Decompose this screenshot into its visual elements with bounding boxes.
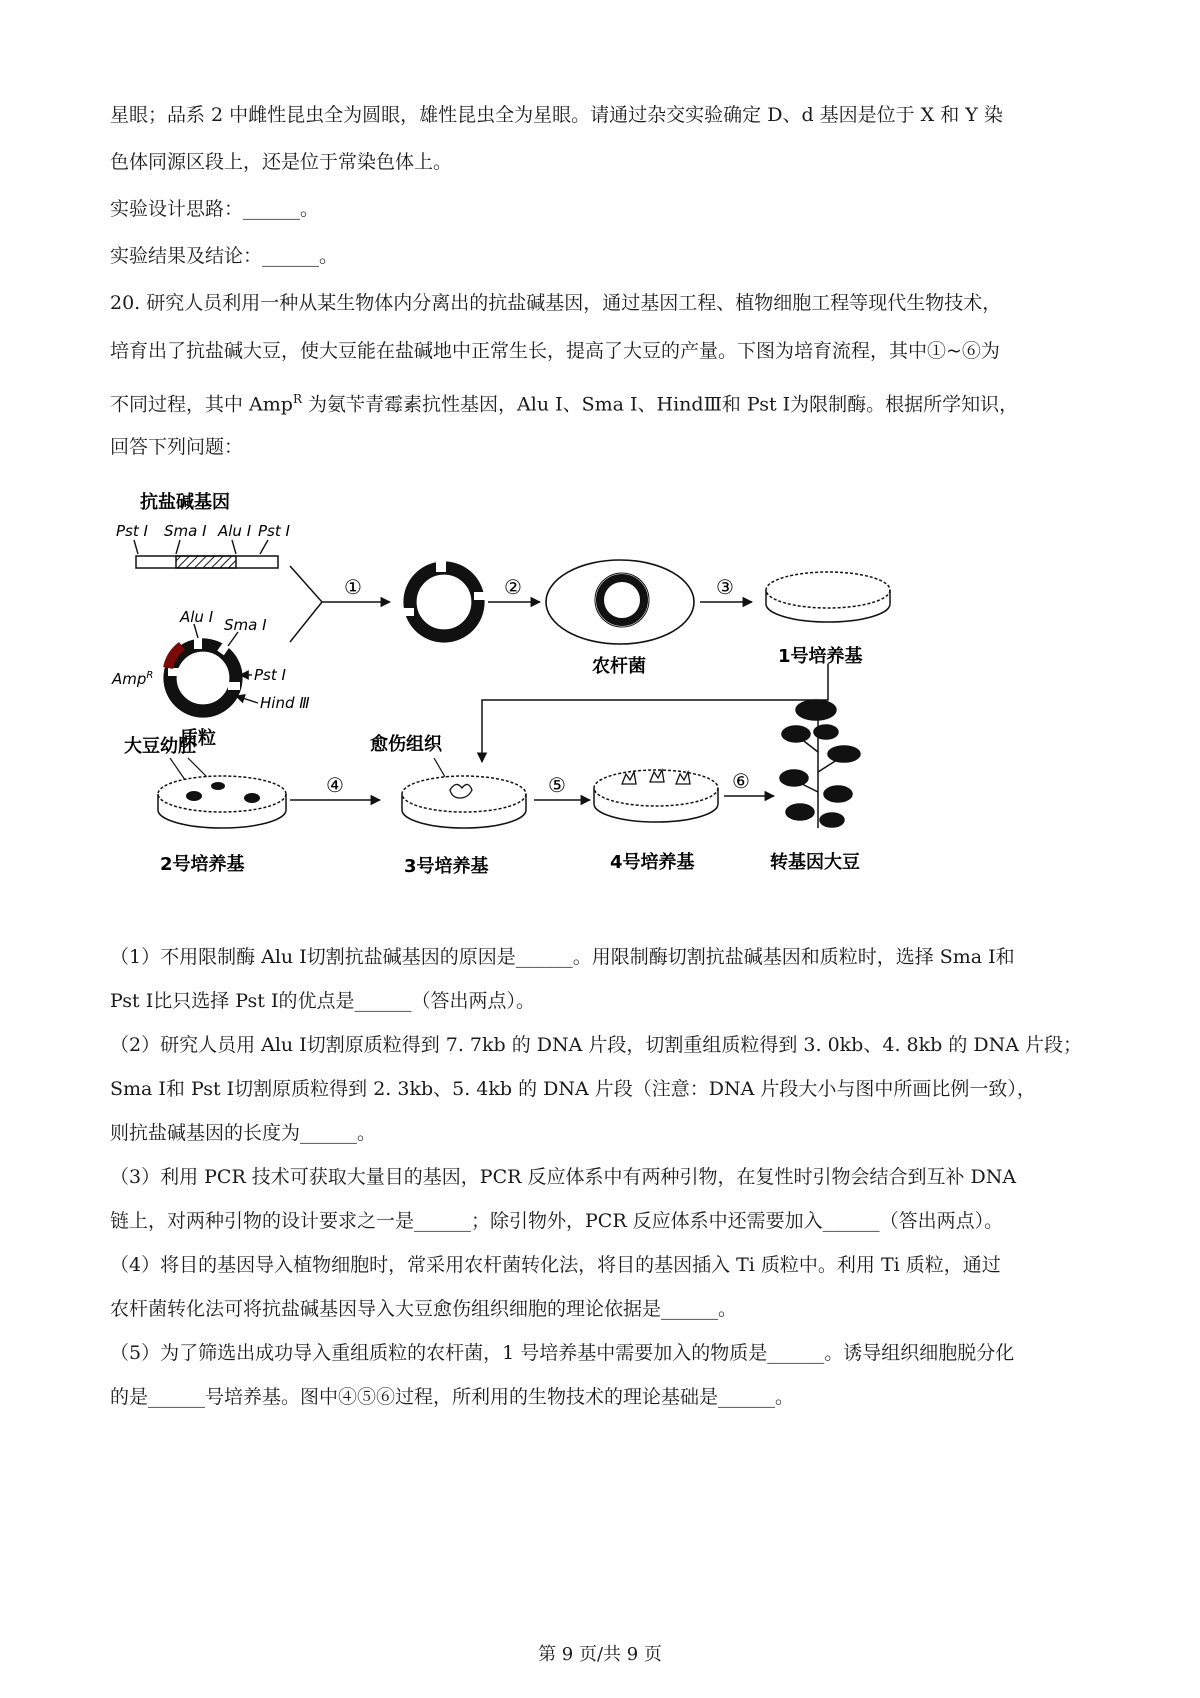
step-label: ④	[326, 773, 344, 797]
text-segment: 为氨苄青霉素抗性基因，Alu Ⅰ、Sma Ⅰ、HindⅢ和 Pst Ⅰ为限制酶。根据所学知识，	[302, 393, 1019, 416]
sub-question-2: 则抗盐碱基因的长度为______。	[110, 1122, 377, 1144]
sub-question-4: （4）将目的基因导入植物细胞时，常采用农杆菌转化法，将目的基因插入 Ti 质粒中。利用 Ti 质粒，通过	[110, 1254, 1001, 1276]
step-label: ③	[716, 575, 734, 599]
text-line: 实验设计思路：______。	[110, 198, 320, 220]
medium-2-dish	[158, 776, 286, 812]
sub-question-4: 农杆菌转化法可将抗盐碱基因导入大豆愈伤组织细胞的理论依据是______。	[110, 1298, 738, 1320]
sub-question-1: Pst Ⅰ比只选择 Pst Ⅰ的优点是______（答出两点）。	[110, 990, 535, 1012]
text-line: 色体同源区段上，还是位于常染色体上。	[110, 151, 453, 173]
connector-arrow	[482, 664, 828, 762]
step-label: ①	[344, 575, 362, 599]
medium-3-label: 3号培养基	[404, 856, 489, 877]
medium-4-label: 4号培养基	[610, 852, 695, 873]
text-line: 实验结果及结论：______。	[110, 245, 339, 267]
gene-title: 抗盐碱基因	[140, 492, 230, 513]
question-20-line: 20. 研究人员利用一种从某生物体内分离出的抗盐碱基因，通过基因工程、植物细胞工程等现代生物技术，	[110, 292, 1002, 314]
step-label: ⑤	[548, 773, 566, 797]
recombinant-plasmid	[410, 568, 478, 636]
question-20-line: 培育出了抗盐碱大豆，使大豆能在盐碱地中正常生长，提高了大豆的产量。下图为培育流程，其中①~⑥为	[110, 340, 1000, 362]
plasmid-hind-label: Hind Ⅲ	[260, 694, 310, 712]
embryo	[211, 782, 225, 790]
agrobacterium-label: 农杆菌	[592, 656, 646, 677]
plasmid-alu-label: Alu Ⅰ	[180, 608, 214, 626]
embryo	[186, 791, 202, 801]
plasmid-sma-label: Sma Ⅰ	[224, 616, 267, 634]
callus-label: 愈伤组织	[370, 734, 442, 755]
gene-segment	[176, 556, 236, 568]
text-line: 星眼；品系 2 中雌性昆虫全为圆眼，雄性昆虫全为星眼。请通过杂交实验确定 D、d 基因是位于 X 和 Y 染	[110, 104, 1003, 126]
superscript: R	[292, 392, 302, 406]
sub-question-5: 的是______号培养基。图中④⑤⑥过程，所利用的生物技术的理论基础是______。	[110, 1386, 795, 1408]
embryo-label: 大豆幼胚	[124, 736, 196, 757]
embryo	[244, 793, 260, 803]
plasmid-label: 质粒	[180, 728, 216, 749]
sub-question-3: 链上，对两种引物的设计要求之一是______；除引物外，PCR 反应体系中还需要加入______（答出两点）。	[110, 1210, 1004, 1232]
medium-2-label: 2号培养基	[160, 854, 245, 875]
plasmid-ring	[170, 645, 236, 711]
sub-question-2: （2）研究人员用 Alu Ⅰ切割原质粒得到 7. 7kb 的 DNA 片段，切割重组质粒得到 3. 0kb、4. 8kb 的 DNA 片段；	[110, 1034, 1082, 1056]
sub-question-1: （1）不用限制酶 Alu Ⅰ切割抗盐碱基因的原因是______。用限制酶切割抗盐碱基因和质粒时，选择 Sma Ⅰ和	[110, 946, 1015, 968]
sma-label: Sma Ⅰ	[164, 522, 207, 540]
merge-bracket	[290, 566, 322, 642]
medium-1-label: 1号培养基	[778, 646, 863, 667]
amp-label: Amp$^R$	[112, 670, 154, 688]
gene-arrows	[134, 540, 268, 554]
soybean-label: 转基因大豆	[770, 852, 860, 873]
pst-label: Pst Ⅰ	[116, 522, 148, 540]
medium-1-dish	[766, 572, 890, 608]
pst-label: Pst Ⅰ	[258, 522, 290, 540]
question-20-line	[110, 384, 1100, 419]
step-label: ②	[504, 575, 522, 599]
question-20-line: 回答下列问题：	[110, 436, 244, 458]
plasmid-pst-label: Pst Ⅰ	[254, 666, 286, 684]
sub-question-2: Sma Ⅰ和 Pst Ⅰ切割原质粒得到 2. 3kb、5. 4kb 的 DNA 片段（注意：DNA 片段大小与图中所画比例一致），	[110, 1078, 1036, 1100]
sub-question-5: （5）为了筛选出成功导入重组质粒的农杆菌，1 号培养基中需要加入的物质是______。诱导组织细胞脱分化	[110, 1342, 1015, 1364]
text-segment: 不同过程，其中 Amp	[110, 393, 293, 416]
sub-question-3: （3）利用 PCR 技术可获取大量目的基因，PCR 反应体系中有两种引物，在复性时引物会结合到互补 DNA	[110, 1166, 1017, 1188]
breeding-flow-diagram	[110, 482, 940, 922]
alu-label: Alu Ⅰ	[218, 522, 252, 540]
step-label: ⑥	[732, 769, 750, 793]
page-footer: 第 9 页/共 9 页	[538, 1644, 662, 1665]
transgenic-soybean-plant	[780, 700, 860, 828]
